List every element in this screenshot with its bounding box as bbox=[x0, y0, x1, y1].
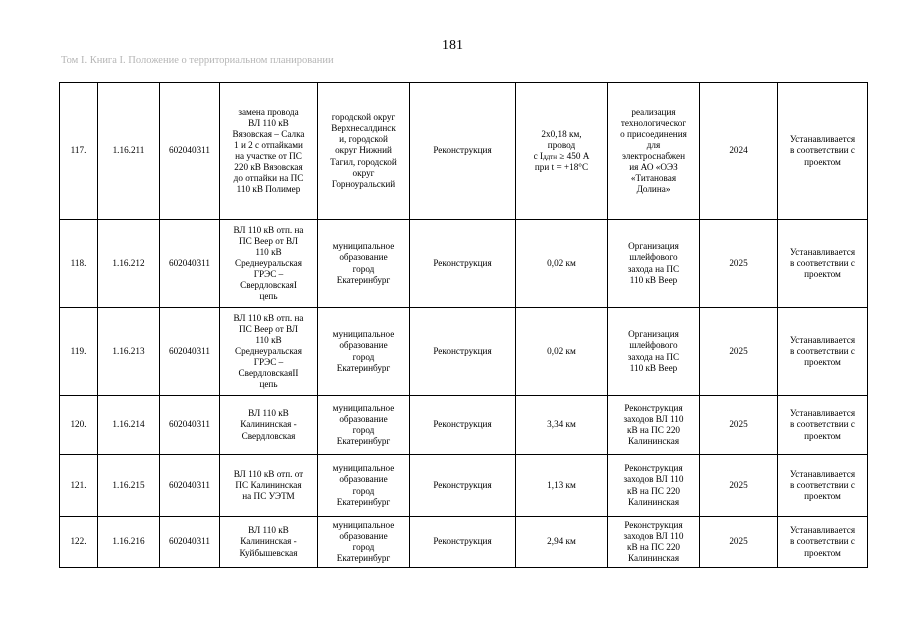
row-year: 2024 bbox=[700, 83, 778, 220]
objects-table bbox=[59, 82, 868, 568]
row-id: 602040311 bbox=[160, 455, 220, 517]
row-location: муниципальное образование город Екатеринбург bbox=[318, 308, 410, 396]
row-purpose: Реконструкция заходов ВЛ 110 кВ на ПС 220 Калининская bbox=[608, 455, 700, 517]
row-object: ВЛ 110 кВ отп. на ПС Веер от ВЛ 110 кВ Среднеуральская ГРЭС – СвердловскаяI цепь bbox=[220, 220, 318, 308]
row-year: 2025 bbox=[700, 455, 778, 517]
row-purpose: Организация шлейфового захода на ПС 110 кВ Веер bbox=[608, 220, 700, 308]
row-number: 122. bbox=[60, 517, 98, 568]
row-id: 602040311 bbox=[160, 308, 220, 396]
row-parameters bbox=[516, 83, 608, 220]
row-purpose: реализация технологическог о присоединения для электроснабжен ия АО «ОЭЗ «Титановая Долина» bbox=[608, 83, 700, 220]
row-location: городской округ Верхнесалдинск и, городской округ Нижний Тагил, городской округ Горноуральский bbox=[318, 83, 410, 220]
table-row bbox=[60, 308, 868, 396]
row-parameters: 0,02 км bbox=[516, 220, 608, 308]
row-object: ВЛ 110 кВ отп. от ПС Калининская на ПС УЭТМ bbox=[220, 455, 318, 517]
row-id: 602040311 bbox=[160, 220, 220, 308]
row-location: муниципальное образование город Екатеринбург bbox=[318, 455, 410, 517]
row-year: 2025 bbox=[700, 396, 778, 455]
table-row bbox=[60, 517, 868, 568]
row-parameters: 2,94 км bbox=[516, 517, 608, 568]
row-purpose: Реконструкция заходов ВЛ 110 кВ на ПС 220 Калининская bbox=[608, 396, 700, 455]
row-note: Устанавливается в соответствии с проектом bbox=[778, 455, 868, 517]
row-object: замена провода ВЛ 110 кВ Вязовская – Салка 1 и 2 с отпайками на участке от ПС 220 кВ Вязовская до отпайки на ПС 110 кВ Полимер bbox=[220, 83, 318, 220]
row-id: 602040311 bbox=[160, 396, 220, 455]
row-location: муниципальное образование город Екатеринбург bbox=[318, 396, 410, 455]
row-parameters: 3,34 км bbox=[516, 396, 608, 455]
table-row bbox=[60, 83, 868, 220]
param-line2-prefix: с I bbox=[533, 151, 544, 161]
row-parameters: 1,13 км bbox=[516, 455, 608, 517]
row-type: Реконструкция bbox=[410, 220, 516, 308]
row-code: 1.16.212 bbox=[98, 220, 160, 308]
row-type: Реконструкция bbox=[410, 308, 516, 396]
row-object: ВЛ 110 кВ Калининская - Куйбышевская bbox=[220, 517, 318, 568]
row-year: 2025 bbox=[700, 308, 778, 396]
row-code: 1.16.214 bbox=[98, 396, 160, 455]
row-number: 117. bbox=[60, 83, 98, 220]
table-row bbox=[60, 396, 868, 455]
row-purpose: Организация шлейфового захода на ПС 110 кВ Веер bbox=[608, 308, 700, 396]
row-object: ВЛ 110 кВ Калининская - Свердловская bbox=[220, 396, 318, 455]
row-type: Реконструкция bbox=[410, 83, 516, 220]
row-code: 1.16.211 bbox=[98, 83, 160, 220]
row-type: Реконструкция bbox=[410, 455, 516, 517]
row-year: 2025 bbox=[700, 517, 778, 568]
row-note: Устанавливается в соответствии с проектом bbox=[778, 308, 868, 396]
row-note: Устанавливается в соответствии с проектом bbox=[778, 83, 868, 220]
row-code: 1.16.215 bbox=[98, 455, 160, 517]
row-number: 118. bbox=[60, 220, 98, 308]
row-type: Реконструкция bbox=[410, 517, 516, 568]
row-type: Реконструкция bbox=[410, 396, 516, 455]
param-line2-subscript: ддтн bbox=[543, 153, 557, 161]
row-object: ВЛ 110 кВ отп. на ПС Веер от ВЛ 110 кВ Среднеуральская ГРЭС – СвердловскаяII цепь bbox=[220, 308, 318, 396]
document-header: Том I. Книга I. Положение о территориальном планировании bbox=[61, 55, 334, 66]
row-number: 119. bbox=[60, 308, 98, 396]
param-line1: 2х0,18 км, провод bbox=[541, 128, 582, 150]
table-row bbox=[60, 220, 868, 308]
param-line2-suffix: ≥ 450 А bbox=[557, 151, 590, 161]
row-code: 1.16.213 bbox=[98, 308, 160, 396]
row-id: 602040311 bbox=[160, 517, 220, 568]
page-number: 181 bbox=[442, 38, 463, 53]
row-location: муниципальное образование город Екатеринбург bbox=[318, 220, 410, 308]
row-number: 121. bbox=[60, 455, 98, 517]
row-parameters: 0,02 км bbox=[516, 308, 608, 396]
row-location: муниципальное образование город Екатеринбург bbox=[318, 517, 410, 568]
row-id: 602040311 bbox=[160, 83, 220, 220]
row-note: Устанавливается в соответствии с проектом bbox=[778, 220, 868, 308]
row-note: Устанавливается в соответствии с проектом bbox=[778, 517, 868, 568]
param-line3: при t = +18°С bbox=[534, 162, 589, 173]
row-code: 1.16.216 bbox=[98, 517, 160, 568]
row-year: 2025 bbox=[700, 220, 778, 308]
row-note: Устанавливается в соответствии с проектом bbox=[778, 396, 868, 455]
row-number: 120. bbox=[60, 396, 98, 455]
row-purpose: Реконструкция заходов ВЛ 110 кВ на ПС 220 Калининская bbox=[608, 517, 700, 568]
table-row bbox=[60, 455, 868, 517]
